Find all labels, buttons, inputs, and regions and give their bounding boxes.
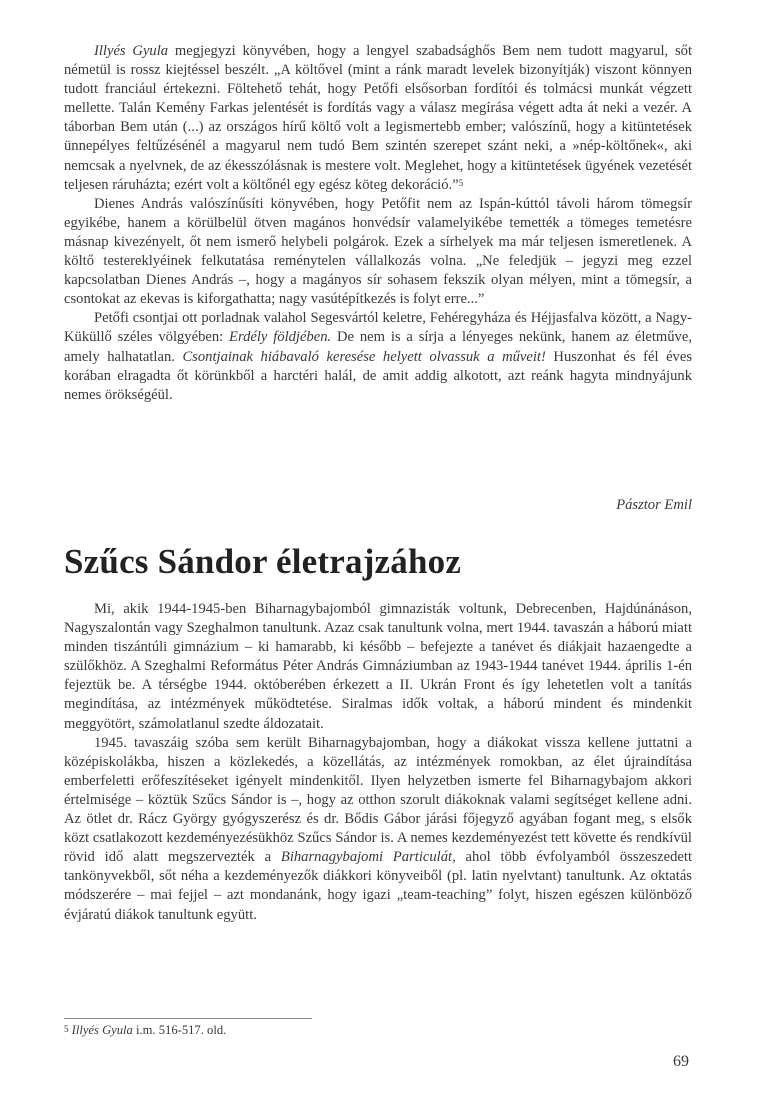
paragraph-text: megjegyzi könyvében, hogy a lengyel szabadsághős Bem nem tudott magyarul, sőt németül is rossz kiejtéssel beszélt. „A költővel (mint a ránk maradt levelek bizonyítják) viszont könnyen tudott franciául értekezni. Föltehető tehát, hogy Petőfi elsősorban fordítói és tolmácsi munkát végzett mellette. Talán Kemény Farkas jelentését is fordítás vagy a válasz megírása végett adta át neki a vezér. A táborban Bem után (...) az országos hírű költő volt a legismertebb ember; valószínű, hogy a kitüntetések ünnepélyes feltűzésénél a magyarul nem tudó Bem szintén szerepet szánt neki, a »nép-költőnek«, aki nemcsak a nyelvnek, de az ékesszólásnak is mestere volt. Meglehet, hogy a kitüntetések ügyének vezetését teljesen ráruházta; ezért volt a költőnél egy egész köteg dekoráció.”	[64, 43, 692, 193]
article-title: Szűcs Sándor életrajzához	[64, 542, 462, 581]
italic-phrase: Csontjainak hiábavaló keresése helyett olvassuk a műveit!	[182, 348, 546, 365]
footnote-divider	[64, 1018, 312, 1019]
footnote-number: 5	[64, 1024, 69, 1034]
article-author: Pásztor Emil	[616, 497, 692, 513]
paragraph-conclusion	[64, 309, 692, 404]
italic-phrase: Biharnagybajomi Particulát	[280, 849, 453, 866]
paragraph-dienes: Dienes András valószínűsíti könyvében, hogy Petőfit nem az Ispán-kúttól távoli három tömegsír egyikébe, hanem a körülbelül ötven magános honvédsír valamelyikébe temették a tömeges temetésre másnap kivezényelt, őt nem ismerő helybeli polgárok. Ezek a sírhelyek ma már teljesen ismeretlenek. A költő testereklyéinek felkutatása reménytelen vállalkozás volna. „Ne feledjük – jegyzi meg ezzel kapcsolatban Dienes András –, hogy a magányos sír sohasem fekszik olyan mélyen, mint a tömegsír, a csontokat az ekevas is kiforgathatta; nagy vasútépítkezés is folyt erre...”	[64, 195, 692, 308]
footnote-text: i.m. 516-517. old.	[132, 1023, 227, 1037]
paragraph-illyes-quote	[64, 42, 692, 195]
paragraph-text: De nem is a sírja a lényeges nekünk, hanem az életműve, amely halhatatlan.	[64, 329, 692, 365]
paragraph-text: , ahol több évfolyamból összeszedett tankönyvekből, sőt néha a kezdeményezők diákkori könyveiből (pl. latin nyelvtant) tanultunk. Az oktatás módszerére – mai fejjel – azt mondanánk, hogy igazi „team-teaching” folyt, hiszen egészen különböző évjáratú diákok tanultunk együtt.	[64, 849, 693, 923]
paragraph-particula	[64, 734, 692, 925]
footnote-reference: 5	[458, 177, 464, 188]
page-number: 69	[673, 1053, 689, 1070]
footnote-author: Illyés Gyula	[71, 1023, 133, 1037]
paragraph-intro: Mi, akik 1944-1945-ben Biharnagybajomból gimnazisták voltunk, Debrecenben, Hajdúnánáson, Nagyszalontán vagy Szeghalmon tanultunk. Azaz csak tanultunk volna, mert 1944. tavaszán a háború miatt minden tiszántúli gimnázium – ki hamarabb, ki később – befejezte a tanévet és diákjait hazaengedte a szülőkhöz. A Szeghalmi Református Péter András Gimnáziumban az 1943-1944 tanévet 1944. április 1-én fejeztük be. A térségbe 1944. októberében érkezett a II. Ukrán Front és így lehetetlen volt a tanítás megindítása, az intézmények működtetése. Siralmas idők voltak, a háború mindent és mindenkit meggyötört, számolatlanul szedte áldozatait.	[64, 601, 692, 732]
article-continuation	[64, 42, 692, 405]
author-name-italic: Illyés Gyula	[94, 43, 169, 59]
footnote	[64, 1022, 226, 1038]
paragraph-text: Huszonhat és fél éves korában elragadta őt körünkből a harctéri halál, de amit addig alkotott, azt reánk hagyta mindnyájunk nemes örökségéül.	[64, 348, 692, 403]
italic-phrase: Erdély földjében.	[229, 329, 332, 346]
paragraph-text: Petőfi csontjai ott porladnak valahol Segesvártól keletre, Fehéregyháza és Héjjasfalva között, a Nagy-Küküllő széles völgyében:	[64, 310, 692, 346]
article-body	[64, 600, 692, 925]
paragraph-text: 1945. tavaszáig szóba sem került Biharnagybajomban, hogy a diákokat vissza kellene juttatni a középiskolákba, hiszen a közlekedés, a közellátás, az intézmények romokban, az élet újraindítása emberfeletti erőfeszítéseket igényelt mindenkitől. Ilyen helyzetben ismerte fel Biharnagybajom akkori értelmisége – köztük Szűcs Sándor is –, hogy az otthon szorult diákoknak valami segítséget kellene adni. Az ötlet dr. Rácz György gyógyszerész és dr. Bődis Gábor járási főjegyző agyában fogant meg, s elsők közt csatlakozott kezdeményezésükhöz Szűcs Sándor is. A nemes kezdeményezést tett követte és rendkívül rövid idő alatt megszervezték a	[64, 734, 692, 866]
